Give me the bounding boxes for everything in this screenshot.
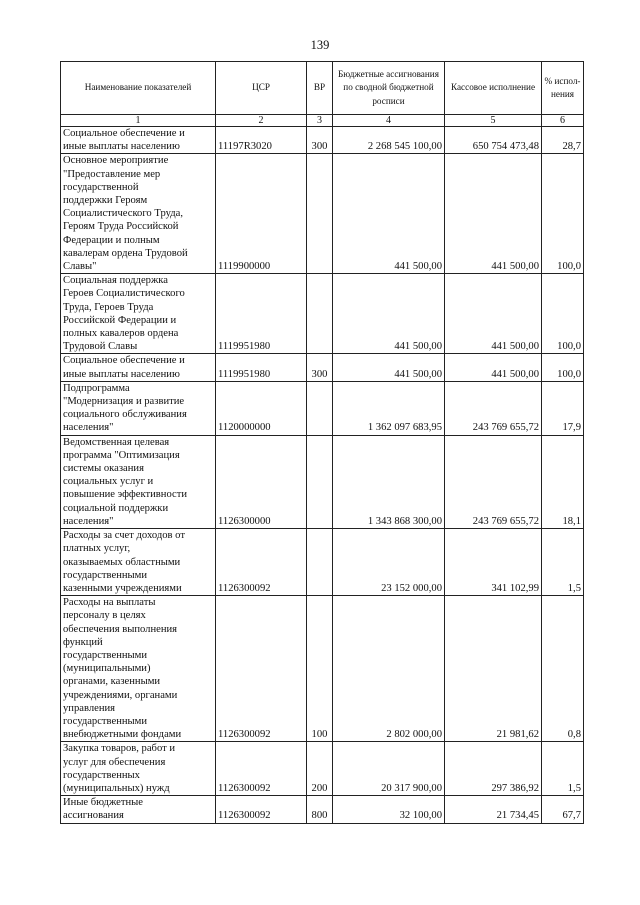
header-csr: ЦСР [216, 62, 307, 115]
row-assigned: 1 343 868 300,00 [333, 435, 445, 528]
row-name: Основное мероприятие "Предоставление мер государственной поддержки Героям Социалистического Труда, Героям Труда Российской Федерации и полным кавалерам ордена Трудовой Славы" [61, 154, 216, 274]
row-assigned: 1 362 097 683,95 [333, 381, 445, 435]
row-name: Расходы на выплаты персоналу в целях обеспечения выполнения функций государственными (муниципальными) органами, казенными учреждениями, органами управления государственными внебюджетными фондами [61, 596, 216, 742]
row-vr: 300 [307, 127, 333, 154]
table-row [61, 742, 584, 796]
column-number: 1 [61, 115, 216, 127]
row-percent: 28,7 [542, 127, 584, 154]
row-percent: 18,1 [542, 435, 584, 528]
row-csr: 1126300092 [216, 742, 307, 796]
table-row [61, 354, 584, 381]
row-csr: 1119951980 [216, 354, 307, 381]
row-percent: 100,0 [542, 354, 584, 381]
table-row [61, 154, 584, 274]
row-percent: 67,7 [542, 796, 584, 823]
row-percent: 0,8 [542, 596, 584, 742]
row-assigned: 2 802 000,00 [333, 596, 445, 742]
header-row [61, 62, 584, 115]
row-vr [307, 381, 333, 435]
header-vr: ВР [307, 62, 333, 115]
row-vr: 800 [307, 796, 333, 823]
table-row [61, 796, 584, 823]
header-percent: % испол-нения [542, 62, 584, 115]
column-number: 2 [216, 115, 307, 127]
row-csr: 1126300092 [216, 796, 307, 823]
row-vr: 300 [307, 354, 333, 381]
row-vr [307, 435, 333, 528]
row-executed: 650 754 473,48 [445, 127, 542, 154]
row-csr: 1119900000 [216, 154, 307, 274]
row-name: Социальное обеспечение и иные выплаты населению [61, 354, 216, 381]
table-row [61, 435, 584, 528]
header-executed: Кассовое исполнение [445, 62, 542, 115]
row-assigned: 23 152 000,00 [333, 529, 445, 596]
row-executed: 341 102,99 [445, 529, 542, 596]
row-vr [307, 529, 333, 596]
header-name: Наименование показателей [61, 62, 216, 115]
row-name: Закупка товаров, работ и услуг для обеспечения государственных (муниципальных) нужд [61, 742, 216, 796]
row-executed: 21 734,45 [445, 796, 542, 823]
row-executed: 441 500,00 [445, 274, 542, 354]
row-percent: 17,9 [542, 381, 584, 435]
row-assigned: 32 100,00 [333, 796, 445, 823]
row-name: Иные бюджетные ассигнования [61, 796, 216, 823]
budget-table [60, 61, 584, 824]
row-csr: 1119951980 [216, 274, 307, 354]
table-row [61, 381, 584, 435]
column-number: 3 [307, 115, 333, 127]
row-executed: 441 500,00 [445, 154, 542, 274]
row-vr: 200 [307, 742, 333, 796]
column-number-row [61, 115, 584, 127]
table-row [61, 529, 584, 596]
row-percent: 100,0 [542, 274, 584, 354]
row-executed: 21 981,62 [445, 596, 542, 742]
row-name: Социальная поддержка Героев Социалистического Труда, Героев Труда Российской Федерации и полных кавалеров ордена Трудовой Славы [61, 274, 216, 354]
column-number: 5 [445, 115, 542, 127]
row-executed: 243 769 655,72 [445, 381, 542, 435]
row-assigned: 441 500,00 [333, 154, 445, 274]
row-executed: 297 386,92 [445, 742, 542, 796]
row-percent: 1,5 [542, 742, 584, 796]
row-name: Подпрограмма "Модернизация и развитие социального обслуживания населения" [61, 381, 216, 435]
row-assigned: 441 500,00 [333, 354, 445, 381]
header-assigned: Бюджетные ассигнования по сводной бюджетной росписи [333, 62, 445, 115]
table-row [61, 127, 584, 154]
row-name: Ведомственная целевая программа "Оптимизация системы оказания социальных услуг и повышение эффективности социальной поддержки населения" [61, 435, 216, 528]
row-vr [307, 274, 333, 354]
column-number: 6 [542, 115, 584, 127]
row-csr: 1126300092 [216, 529, 307, 596]
row-vr: 100 [307, 596, 333, 742]
row-executed: 243 769 655,72 [445, 435, 542, 528]
row-csr: 1120000000 [216, 381, 307, 435]
table-row [61, 274, 584, 354]
row-name: Расходы за счет доходов от платных услуг, оказываемых областными государственными казенными учреждениями [61, 529, 216, 596]
row-vr [307, 154, 333, 274]
row-assigned: 441 500,00 [333, 274, 445, 354]
row-csr: 1126300092 [216, 596, 307, 742]
table-row [61, 596, 584, 742]
column-number: 4 [333, 115, 445, 127]
row-assigned: 20 317 900,00 [333, 742, 445, 796]
row-executed: 441 500,00 [445, 354, 542, 381]
row-percent: 1,5 [542, 529, 584, 596]
row-csr: 1126300000 [216, 435, 307, 528]
row-csr: 11197R3020 [216, 127, 307, 154]
row-percent: 100,0 [542, 154, 584, 274]
row-name: Социальное обеспечение и иные выплаты населению [61, 127, 216, 154]
page-number: 139 [310, 38, 330, 52]
row-assigned: 2 268 545 100,00 [333, 127, 445, 154]
